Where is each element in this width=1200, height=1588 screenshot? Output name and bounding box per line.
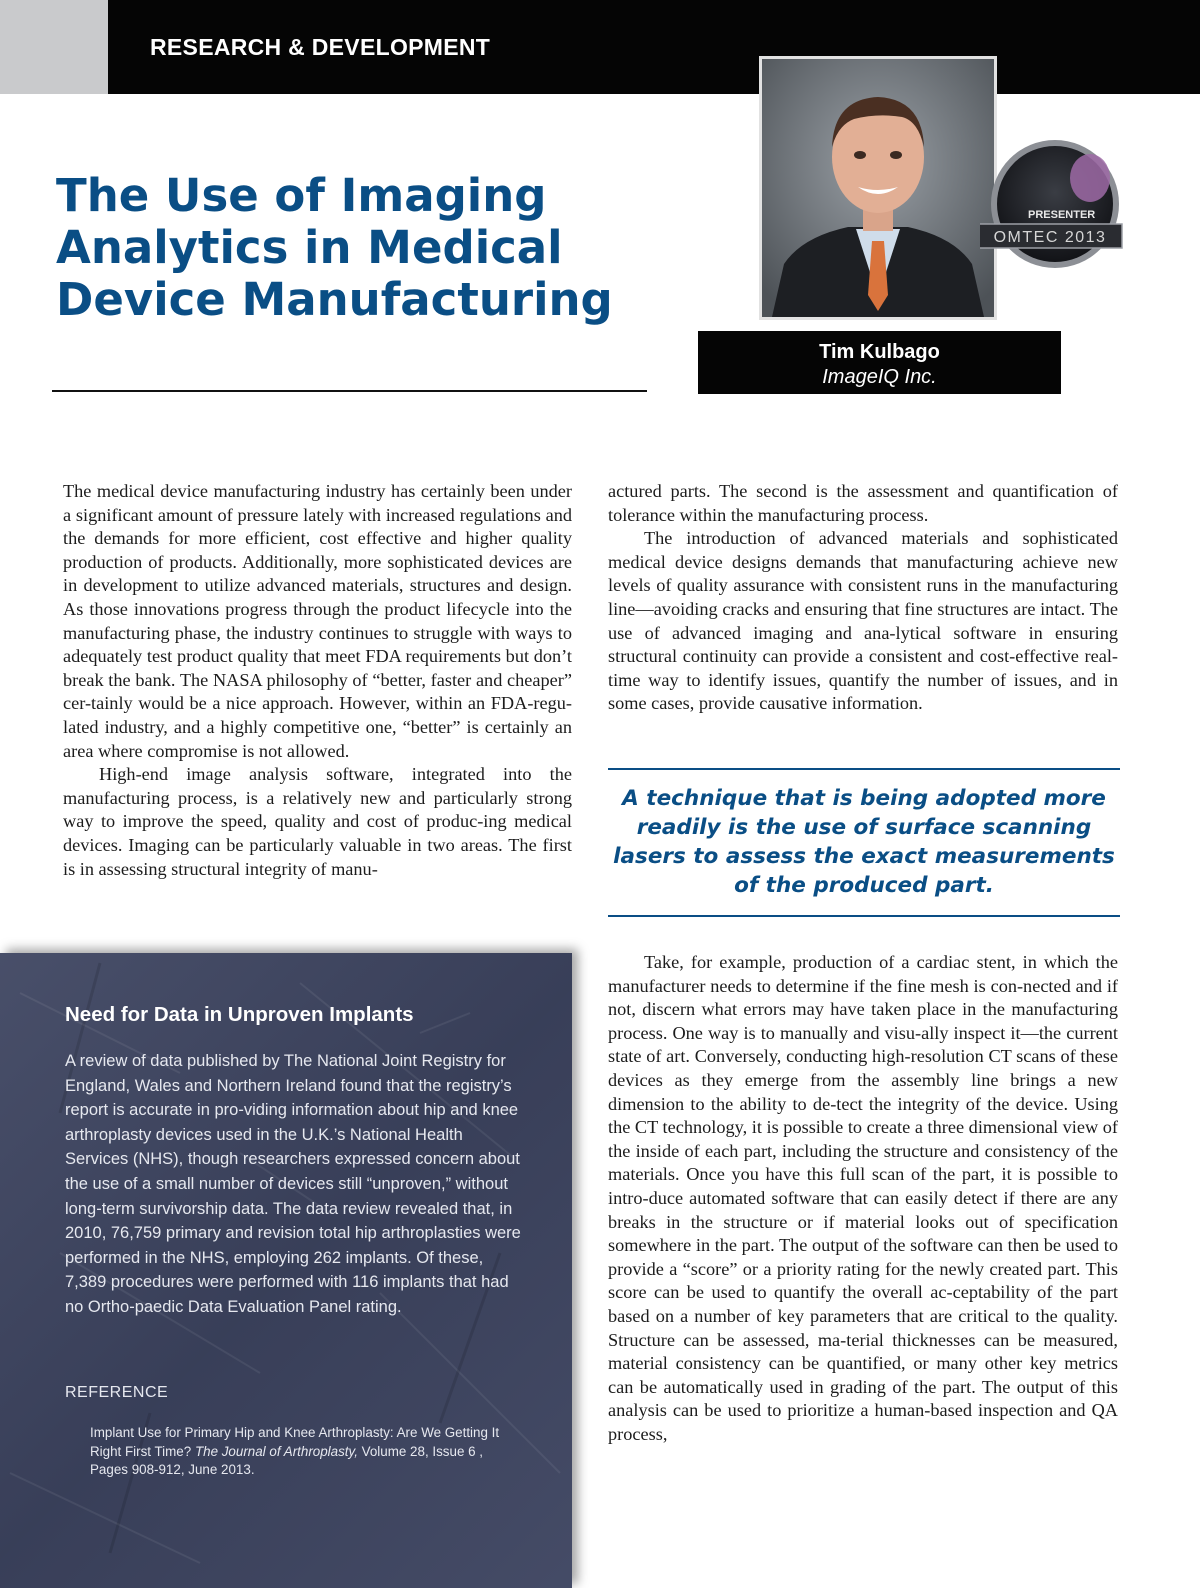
article-title-line: The Use of Imaging bbox=[56, 169, 547, 222]
sidebar-heading: Need for Data in Unproven Implants bbox=[65, 1003, 414, 1026]
sidebar-box bbox=[0, 953, 572, 1588]
pull-quote-rule-top bbox=[608, 768, 1120, 770]
body-column-left bbox=[63, 480, 572, 881]
body-paragraph: The introduction of advanced materials and sophisticated medical device designs demands that manufacturing achieve new levels of quality assurance with consistent runs in the manufacturing line—avoiding cracks and ensuring that fine structures are intact. The use of advanced imaging and ana-lytical software in ensuring structural continuity can provide a consistent and cost-effective real-time way to identify issues, quantify the number of issues, and in some cases, provide causative information. bbox=[608, 528, 1118, 714]
pull-quote: A technique that is being adopted more readily is the use of surface scanning lasers to assess the exact measurements of the produced part. bbox=[613, 786, 1115, 898]
reference-citation bbox=[90, 1424, 520, 1480]
title-divider bbox=[52, 390, 647, 392]
skeleton-icon bbox=[1070, 154, 1110, 202]
author-name: Tim Kulbago bbox=[819, 341, 940, 363]
badge-event: OMTEC 2013 bbox=[993, 229, 1107, 246]
reference-journal: The Journal of Arthroplasty, bbox=[194, 1443, 358, 1459]
article-title-line: Device Manufacturing bbox=[56, 273, 613, 326]
header-accent-block bbox=[0, 0, 108, 94]
body-paragraph: Take, for example, production of a cardiac stent, in which the manufacturer needs to determine if the fine mesh is con-nected and if not, discern what errors may have taken place in the manufacturing process. One way is to manually and visu-ally inspect it—the current state of art. Conversely, conducting high-resolution CT scans of these devices as they emerge from the assembly line brings a new dimension to the ability to de-tect the integrity of the device. Using the CT technology, it is possible to create a three dimensional view of the inside of each part, including the structure and consistency of the materials. Once you have this full scan of the part, it is possible to intro-duce automated software that can easily detect if there are any breaks in the structure or if material looks out of specification somewhere in the part. The output of the software can then be used to provide a “score” or a priority rating for the newly created part. This score can be used to quantify the overall ac-ceptability of the part based on a number of key parameters that are critical to the quality. Structure can be assessed, ma-terial thicknesses can be measured, material consistency can be quantified, or many other key metrics can be automatically used in grading of the part. The output of this analysis can be used to prioritize a human-based inspection and QA process, bbox=[608, 952, 1118, 1444]
body-column-right-bottom bbox=[608, 951, 1118, 1446]
author-byline bbox=[698, 331, 1061, 394]
presenter-badge bbox=[980, 136, 1130, 272]
body-paragraph: The medical device manufacturing industry has certainly been under a significant amount of pressure lately with increased regulations and the demands for more efficient, cost effective and higher quality production of products. Additionally, more sophisticated devices are in development to utilize advanced materials, structures and design. As those innovations progress through the product lifecycle into the manufacturing phase, the industry continues to struggle with ways to adequately test product quality that meet FDA requirements but don’t break the bank. The NASA philosophy of “better, faster and cheaper” cer-tainly would be a nice approach. However, within an FDA-regu-lated industry, and a highly competitive one, “better” is certainly an area where compromise is not allowed. bbox=[63, 481, 572, 761]
sidebar-body: A review of data published by The National Joint Registry for England, Wales and Northern Ireland found that the registry’s report is accurate in pro-viding information about hip and knee arthroplasty devices used in the U.K.’s National Health Services (NHS), though researchers expressed concern about the use of a small number of devices still “unproven,” without long-term survivorship data. The data review revealed that, in 2010, 76,759 primary and revision total hip arthroplasties were performed in the NHS, employing 262 implants. Of these, 7,389 procedures were performed with 116 implants that had no Ortho-paedic Data Evaluation Panel rating. bbox=[65, 1052, 521, 1316]
reference-title: Implant Use for Primary Hip and Knee Arthroplasty: Are We Getting It Right First Time? bbox=[90, 1425, 500, 1459]
badge-label: PRESENTER bbox=[1028, 209, 1096, 221]
pull-quote-rule-bottom bbox=[608, 915, 1120, 917]
reference-detail: Volume 28, Issue 6 , Pages 908-912, June 2013. bbox=[90, 1443, 484, 1478]
article-title-line: Analytics in Medical bbox=[56, 221, 563, 274]
article-title bbox=[56, 170, 676, 326]
body-paragraph: High-end image analysis software, integrated into the manufacturing process, is a relatively new and particularly strong way to improve the speed, quality and cost of produc-ing medical devices. Imaging can be particularly valuable in two areas. The first is in assessing structural integrity of manu- bbox=[63, 764, 572, 879]
author-photo bbox=[759, 56, 997, 320]
body-paragraph: actured parts. The second is the assessment and quantification of tolerance within the manufacturing process. bbox=[608, 481, 1118, 525]
section-label: RESEARCH & DEVELOPMENT bbox=[150, 34, 491, 60]
reference-label: REFERENCE bbox=[65, 1384, 169, 1401]
body-column-right-top bbox=[608, 480, 1118, 716]
author-organization: ImageIQ Inc. bbox=[822, 366, 937, 388]
